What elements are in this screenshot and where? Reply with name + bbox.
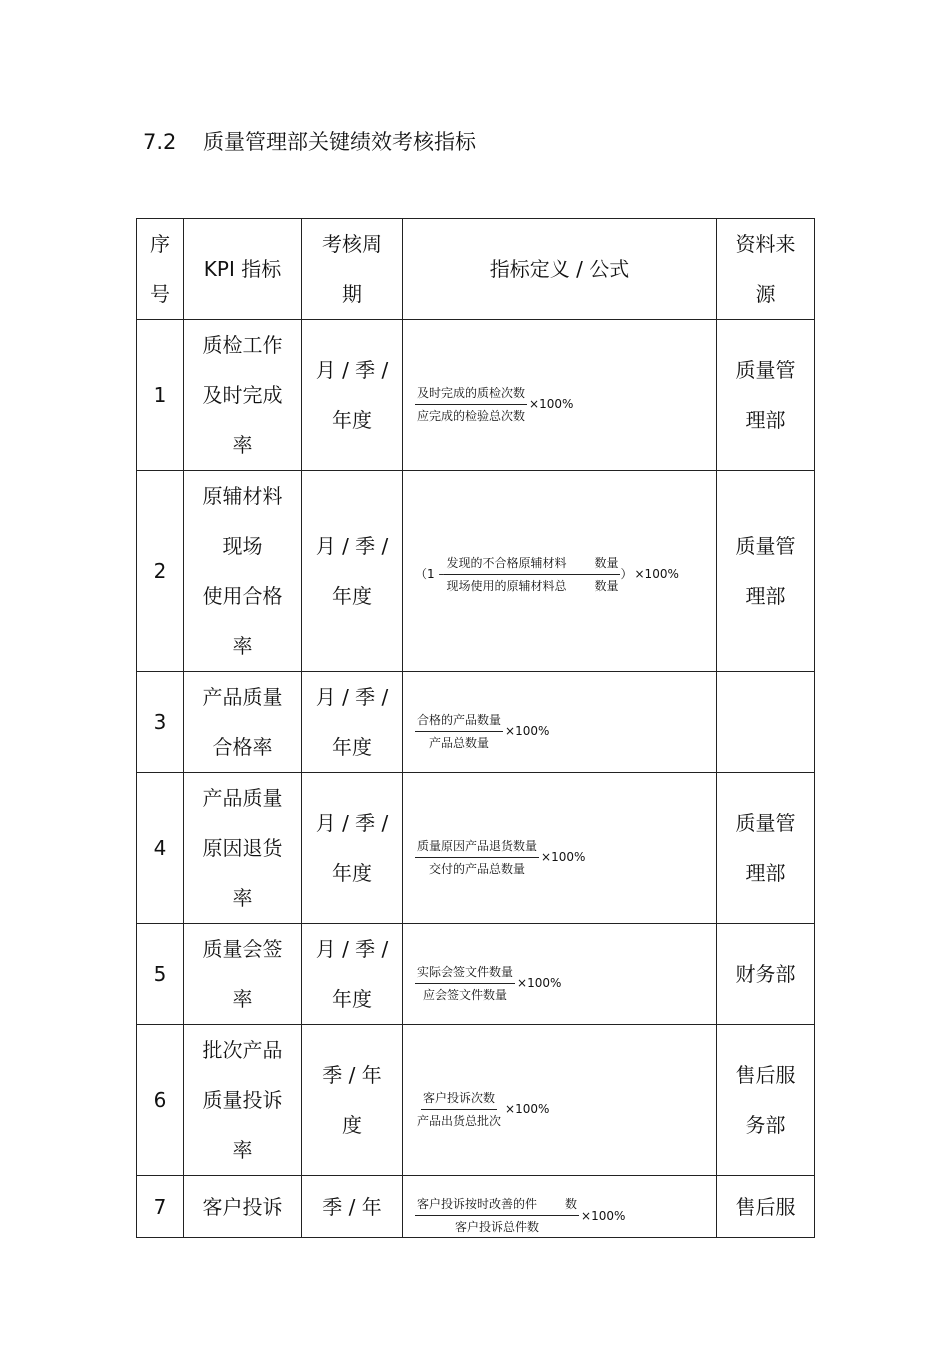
row-kpi [184,672,302,773]
table-row [137,320,815,471]
row-source [717,1025,815,1176]
row-source [717,672,815,773]
section-number: 7.2 [143,130,177,154]
row-kpi-line: 率 [232,433,253,457]
row-period-line: 季 / 年 [322,1063,382,1087]
table-row [137,1176,815,1238]
row-seq: 2 [137,471,184,672]
row-source-line: 质量管 [735,534,796,558]
row-kpi-line: 客户投诉 [202,1194,283,1219]
row-period-line: 年度 [332,861,372,885]
row-source [717,471,815,672]
formula-fraction [415,710,503,753]
row-source [717,320,815,471]
row-seq: 3 [137,672,184,773]
formula-numerator: 实际会签文件数量 [415,962,515,984]
row-kpi-line: 原辅材料 [202,484,283,508]
formula-numerator: 客户投诉次数 [421,1088,497,1110]
row-formula [403,924,717,1025]
formula-denominator: 客户投诉总件数 [455,1220,540,1234]
formula-numerator: 发现的不合格原辅材料 数量 [444,553,620,575]
table-row [137,471,815,672]
row-period [302,1176,403,1238]
table-row [137,1025,815,1176]
row-period-line: 年度 [332,735,372,759]
formula-fraction [444,553,620,596]
row-period-line: 月 / 季 / [315,685,389,709]
row-kpi-line: 率 [232,987,253,1011]
row-kpi [184,320,302,471]
formula-fraction [415,962,515,1005]
header-row [137,219,815,320]
row-kpi-line: 原因退货 [202,836,283,860]
row-source-line: 售后服 [735,1063,796,1087]
row-kpi-line: 率 [232,634,253,658]
row-formula [403,1025,717,1176]
row-kpi-line: 使用合格 [202,584,283,608]
formula-fraction [415,836,539,879]
row-kpi [184,924,302,1025]
formula-fraction [415,383,527,426]
row-kpi-line: 批次产品 [202,1038,283,1062]
table-row [137,672,815,773]
row-period [302,672,403,773]
row-kpi-line: 及时完成 [202,383,283,407]
row-period [302,773,403,924]
header-source: 资料来 源 [717,219,815,320]
row-kpi-line: 率 [232,1138,253,1162]
formula-denominator: 应完成的检验总次数 [417,408,526,423]
row-seq: 6 [137,1025,184,1176]
formula-denominator: 产品总数量 [429,735,490,750]
row-seq: 7 [137,1176,184,1238]
formula-numerator: 及时完成的质检次数 [415,383,527,405]
row-formula [403,471,717,672]
row-kpi-line: 产品质量 [202,786,283,810]
formula-multiplier: ×100% [541,850,586,864]
row-period-line: 年度 [332,408,372,432]
row-source [717,1176,815,1238]
row-period [302,471,403,672]
formula-multiplier: ×100% [505,1102,550,1116]
row-period [302,320,403,471]
row-period-line: 月 / 季 / [315,534,389,558]
row-kpi [184,471,302,672]
row-period [302,924,403,1025]
formula-multiplier: ×100% [581,1208,626,1223]
row-source [717,924,815,1025]
formula-prefix: （1 – [415,567,445,581]
formula-multiplier: ×100% [517,976,562,990]
row-period-line: 年度 [332,987,372,1011]
row-source-line: 理部 [745,861,786,885]
table-row [137,924,815,1025]
row-formula [403,773,717,924]
row-kpi [184,1176,302,1238]
formula-numerator: 客户投诉按时改善的件 数 [415,1194,579,1216]
header-kpi: KPI 指标 [184,219,302,320]
row-source-line: 财务部 [735,962,796,986]
row-source-line: 理部 [745,408,786,432]
row-period [302,1025,403,1176]
formula-multiplier: ×100% [529,397,574,411]
row-kpi-line: 率 [232,886,253,910]
row-source-line: 质量管 [735,811,796,835]
row-period-line: 月 / 季 / [315,358,389,382]
row-kpi [184,1025,302,1176]
row-source-line: 质量管 [735,358,796,382]
row-kpi-line: 现场 [222,534,263,558]
row-source [717,773,815,924]
row-kpi-line: 质检工作 [202,333,283,357]
row-formula [403,320,717,471]
formula-numerator: 合格的产品数量 [415,710,503,732]
header-period: 考核周 期 [302,219,403,320]
formula-suffix: ） [620,567,633,581]
row-period-line: 月 / 季 / [315,937,389,961]
header-seq: 序 号 [137,219,184,320]
formula-denominator: 交付的产品总数量 [429,861,526,876]
formula-denominator: 应会签文件数量 [423,987,508,1002]
formula-multiplier: ×100% [505,724,550,738]
row-kpi-line: 产品质量 [202,685,283,709]
row-formula [403,672,717,773]
row-source-line: 售后服 [735,1194,796,1219]
formula-fraction [415,1088,503,1131]
row-formula [403,1176,717,1238]
row-period-line: 年度 [332,584,372,608]
row-source-line: 务部 [745,1113,786,1137]
row-period-line: 季 / 年 [322,1194,382,1219]
formula-multiplier: ×100% [634,567,679,581]
row-seq: 5 [137,924,184,1025]
header-definition: 指标定义 / 公式 [403,219,717,320]
row-kpi-line: 质量会签 [202,937,283,961]
formula-denominator: 产品出货总批次 [417,1113,502,1128]
table-row [137,773,815,924]
formula-denominator: 现场使用的原辅材料总 数量 [446,578,619,593]
formula-fraction [415,1194,579,1237]
row-kpi-line: 质量投诉 [202,1088,283,1112]
row-kpi [184,773,302,924]
row-source-line: 理部 [745,584,786,608]
row-seq: 1 [137,320,184,471]
section-title: 质量管理部关键绩效考核指标 [203,130,476,154]
row-period-line: 月 / 季 / [315,811,389,835]
row-period-line: 度 [341,1113,362,1137]
kpi-table [136,218,815,1238]
row-kpi-line: 合格率 [212,735,273,759]
row-seq: 4 [137,773,184,924]
formula-numerator: 质量原因产品退货数量 [415,836,539,858]
section-heading [143,128,476,156]
